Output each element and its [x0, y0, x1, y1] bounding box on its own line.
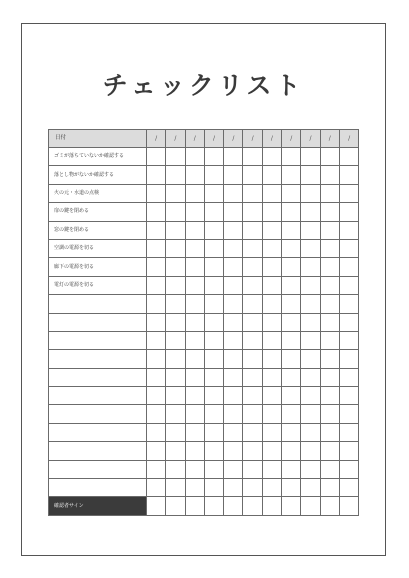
check-cell[interactable]: [301, 239, 320, 257]
check-cell[interactable]: [147, 368, 166, 386]
check-cell[interactable]: [262, 203, 281, 221]
check-cell[interactable]: [262, 239, 281, 257]
check-cell[interactable]: [185, 423, 204, 441]
check-cell[interactable]: [339, 313, 358, 331]
check-cell[interactable]: [204, 331, 223, 349]
check-cell[interactable]: [282, 148, 301, 166]
checklist-item-label: [49, 405, 147, 423]
check-cell[interactable]: [301, 350, 320, 368]
checklist-item-label: [49, 295, 147, 313]
check-cell[interactable]: [147, 148, 166, 166]
check-cell[interactable]: [147, 331, 166, 349]
check-cell[interactable]: [301, 313, 320, 331]
check-cell[interactable]: [166, 184, 185, 202]
check-cell[interactable]: [339, 405, 358, 423]
check-cell[interactable]: [243, 258, 262, 276]
signature-cell[interactable]: [147, 497, 166, 515]
check-cell[interactable]: [147, 166, 166, 184]
check-cell[interactable]: [262, 350, 281, 368]
check-cell[interactable]: [339, 203, 358, 221]
checklist-row: [49, 313, 359, 331]
check-cell[interactable]: [147, 295, 166, 313]
check-cell[interactable]: [262, 166, 281, 184]
signature-cell[interactable]: [262, 497, 281, 515]
check-cell[interactable]: [147, 184, 166, 202]
checklist-row: [49, 184, 359, 202]
check-cell[interactable]: [224, 166, 243, 184]
date-column-header: /: [224, 130, 243, 148]
check-cell[interactable]: [243, 239, 262, 257]
check-cell[interactable]: [166, 276, 185, 294]
check-cell[interactable]: [224, 221, 243, 239]
check-cell[interactable]: [339, 184, 358, 202]
check-cell[interactable]: [147, 387, 166, 405]
check-cell[interactable]: [185, 460, 204, 478]
check-cell[interactable]: [243, 368, 262, 386]
date-column-header: /: [262, 130, 281, 148]
check-cell[interactable]: [282, 184, 301, 202]
check-cell[interactable]: [166, 221, 185, 239]
checklist-item-label: [49, 331, 147, 349]
table-header-row: [49, 130, 359, 148]
date-column-header: /: [204, 130, 223, 148]
check-cell[interactable]: [282, 387, 301, 405]
check-cell[interactable]: [243, 387, 262, 405]
check-cell[interactable]: [204, 148, 223, 166]
check-cell[interactable]: [224, 331, 243, 349]
check-cell[interactable]: [262, 405, 281, 423]
check-cell[interactable]: [224, 442, 243, 460]
check-cell[interactable]: [243, 184, 262, 202]
date-column-header: /: [339, 130, 358, 148]
check-cell[interactable]: [224, 276, 243, 294]
check-cell[interactable]: [262, 258, 281, 276]
check-cell[interactable]: [185, 405, 204, 423]
check-cell[interactable]: [204, 442, 223, 460]
check-cell[interactable]: [301, 405, 320, 423]
date-column-header: /: [243, 130, 262, 148]
check-cell[interactable]: [282, 276, 301, 294]
check-cell[interactable]: [185, 184, 204, 202]
check-cell[interactable]: [320, 479, 339, 497]
check-cell[interactable]: [301, 203, 320, 221]
check-cell[interactable]: [320, 239, 339, 257]
checklist-row: [49, 258, 359, 276]
check-cell[interactable]: [204, 203, 223, 221]
checklist-item-label: ゴミが落ちていないか確認する: [49, 148, 147, 166]
check-cell[interactable]: [262, 313, 281, 331]
check-cell[interactable]: [204, 368, 223, 386]
checklist-row: [49, 368, 359, 386]
check-cell[interactable]: [320, 405, 339, 423]
check-cell[interactable]: [282, 295, 301, 313]
check-cell[interactable]: [166, 258, 185, 276]
check-cell[interactable]: [262, 148, 281, 166]
check-cell[interactable]: [204, 276, 223, 294]
check-cell[interactable]: [166, 166, 185, 184]
check-cell[interactable]: [147, 239, 166, 257]
check-cell[interactable]: [301, 276, 320, 294]
check-cell[interactable]: [147, 221, 166, 239]
check-cell[interactable]: [262, 295, 281, 313]
check-cell[interactable]: [339, 460, 358, 478]
checklist-row: [49, 350, 359, 368]
check-cell[interactable]: [166, 368, 185, 386]
check-cell[interactable]: [204, 423, 223, 441]
checklist-item-label: [49, 442, 147, 460]
signature-cell[interactable]: [166, 497, 185, 515]
check-cell[interactable]: [243, 276, 262, 294]
check-cell[interactable]: [224, 313, 243, 331]
check-cell[interactable]: [224, 148, 243, 166]
check-cell[interactable]: [166, 295, 185, 313]
check-cell[interactable]: [243, 442, 262, 460]
check-cell[interactable]: [282, 460, 301, 478]
check-cell[interactable]: [166, 148, 185, 166]
check-cell[interactable]: [204, 479, 223, 497]
check-cell[interactable]: [320, 184, 339, 202]
checklist-item-label: [49, 350, 147, 368]
checklist-item-label: 空調の電源を切る: [49, 239, 147, 257]
check-cell[interactable]: [224, 203, 243, 221]
check-cell[interactable]: [301, 423, 320, 441]
check-cell[interactable]: [185, 239, 204, 257]
check-cell[interactable]: [282, 221, 301, 239]
check-cell[interactable]: [185, 479, 204, 497]
check-cell[interactable]: [301, 331, 320, 349]
check-cell[interactable]: [282, 442, 301, 460]
check-cell[interactable]: [320, 203, 339, 221]
check-cell[interactable]: [243, 479, 262, 497]
checklist-row: [49, 276, 359, 294]
check-cell[interactable]: [320, 423, 339, 441]
check-cell[interactable]: [243, 460, 262, 478]
check-cell[interactable]: [185, 368, 204, 386]
check-cell[interactable]: [301, 295, 320, 313]
check-cell[interactable]: [204, 460, 223, 478]
checklist-item-label: [49, 460, 147, 478]
checklist-row: [49, 460, 359, 478]
signature-cell[interactable]: [339, 497, 358, 515]
signature-cell[interactable]: [224, 497, 243, 515]
check-cell[interactable]: [243, 405, 262, 423]
check-cell[interactable]: [262, 423, 281, 441]
check-cell[interactable]: [320, 313, 339, 331]
check-cell[interactable]: [320, 276, 339, 294]
check-cell[interactable]: [320, 350, 339, 368]
check-cell[interactable]: [339, 479, 358, 497]
check-cell[interactable]: [301, 368, 320, 386]
sign-row: [49, 497, 359, 515]
check-cell[interactable]: [282, 350, 301, 368]
checklist-table: [48, 129, 359, 516]
check-cell[interactable]: [243, 313, 262, 331]
check-cell[interactable]: [147, 350, 166, 368]
check-cell[interactable]: [166, 203, 185, 221]
check-cell[interactable]: [224, 405, 243, 423]
check-cell[interactable]: [166, 313, 185, 331]
check-cell[interactable]: [301, 221, 320, 239]
check-cell[interactable]: [185, 387, 204, 405]
check-cell[interactable]: [243, 423, 262, 441]
check-cell[interactable]: [339, 350, 358, 368]
check-cell[interactable]: [282, 331, 301, 349]
check-cell[interactable]: [282, 368, 301, 386]
check-cell[interactable]: [339, 331, 358, 349]
check-cell[interactable]: [147, 258, 166, 276]
check-cell[interactable]: [282, 258, 301, 276]
check-cell[interactable]: [320, 166, 339, 184]
check-cell[interactable]: [262, 331, 281, 349]
check-cell[interactable]: [204, 387, 223, 405]
checklist-row: [49, 331, 359, 349]
check-cell[interactable]: [301, 442, 320, 460]
checklist-row: [49, 166, 359, 184]
check-cell[interactable]: [204, 258, 223, 276]
check-cell[interactable]: [166, 423, 185, 441]
check-cell[interactable]: [339, 295, 358, 313]
check-cell[interactable]: [243, 148, 262, 166]
date-column-header: /: [185, 130, 204, 148]
checklist-item-label: 火の元・水道の点検: [49, 184, 147, 202]
check-cell[interactable]: [185, 442, 204, 460]
check-cell[interactable]: [185, 350, 204, 368]
check-cell[interactable]: [204, 405, 223, 423]
checklist-item-label: 電灯の電源を切る: [49, 276, 147, 294]
check-cell[interactable]: [282, 479, 301, 497]
check-cell[interactable]: [224, 387, 243, 405]
checklist-item-label: [49, 313, 147, 331]
checklist-row: [49, 203, 359, 221]
checklist-row: [49, 423, 359, 441]
check-cell[interactable]: [339, 148, 358, 166]
check-cell[interactable]: [301, 148, 320, 166]
check-cell[interactable]: [320, 331, 339, 349]
check-cell[interactable]: [320, 295, 339, 313]
check-cell[interactable]: [282, 423, 301, 441]
check-cell[interactable]: [147, 203, 166, 221]
check-cell[interactable]: [185, 331, 204, 349]
check-cell[interactable]: [166, 479, 185, 497]
check-cell[interactable]: [185, 166, 204, 184]
check-cell[interactable]: [262, 368, 281, 386]
check-cell[interactable]: [147, 313, 166, 331]
checklist-item-label: [49, 387, 147, 405]
check-cell[interactable]: [185, 203, 204, 221]
check-cell[interactable]: [204, 166, 223, 184]
check-cell[interactable]: [243, 295, 262, 313]
check-cell[interactable]: [243, 331, 262, 349]
page-title: チェックリスト: [102, 71, 305, 100]
check-cell[interactable]: [320, 148, 339, 166]
check-cell[interactable]: [339, 166, 358, 184]
checklist-item-label: 扉の鍵を閉める: [49, 203, 147, 221]
date-column-header: /: [166, 130, 185, 148]
date-column-header: /: [147, 130, 166, 148]
checklist-item-label: 廊下の電源を切る: [49, 258, 147, 276]
check-cell[interactable]: [282, 313, 301, 331]
date-column-header: /: [320, 130, 339, 148]
checklist-row: [49, 239, 359, 257]
check-cell[interactable]: [204, 239, 223, 257]
check-cell[interactable]: [282, 239, 301, 257]
check-cell[interactable]: [262, 276, 281, 294]
date-column-header: /: [301, 130, 320, 148]
date-header-label: 日付: [49, 130, 147, 148]
check-cell[interactable]: [301, 387, 320, 405]
check-cell[interactable]: [339, 423, 358, 441]
check-cell[interactable]: [320, 442, 339, 460]
checklist-row: [49, 479, 359, 497]
check-cell[interactable]: [166, 460, 185, 478]
signature-cell[interactable]: [243, 497, 262, 515]
check-cell[interactable]: [185, 258, 204, 276]
check-cell[interactable]: [185, 313, 204, 331]
check-cell[interactable]: [166, 331, 185, 349]
check-cell[interactable]: [243, 221, 262, 239]
check-cell[interactable]: [224, 460, 243, 478]
checklist-row: [49, 387, 359, 405]
check-cell[interactable]: [262, 442, 281, 460]
check-cell[interactable]: [224, 368, 243, 386]
check-cell[interactable]: [262, 460, 281, 478]
check-cell[interactable]: [185, 276, 204, 294]
checklist-row: [49, 405, 359, 423]
check-cell[interactable]: [224, 239, 243, 257]
check-cell[interactable]: [224, 350, 243, 368]
check-cell[interactable]: [204, 184, 223, 202]
check-cell[interactable]: [339, 368, 358, 386]
checklist-row: [49, 295, 359, 313]
check-cell[interactable]: [166, 350, 185, 368]
check-cell[interactable]: [185, 148, 204, 166]
check-cell[interactable]: [166, 405, 185, 423]
check-cell[interactable]: [204, 221, 223, 239]
check-cell[interactable]: [301, 258, 320, 276]
signature-cell[interactable]: [185, 497, 204, 515]
check-cell[interactable]: [339, 387, 358, 405]
checklist-row: [49, 221, 359, 239]
check-cell[interactable]: [147, 405, 166, 423]
check-cell[interactable]: [224, 423, 243, 441]
check-cell[interactable]: [185, 295, 204, 313]
check-cell[interactable]: [320, 258, 339, 276]
checklist-row: [49, 148, 359, 166]
check-cell[interactable]: [166, 239, 185, 257]
check-cell[interactable]: [204, 295, 223, 313]
check-cell[interactable]: [224, 295, 243, 313]
check-cell[interactable]: [147, 276, 166, 294]
check-cell[interactable]: [339, 442, 358, 460]
check-cell[interactable]: [339, 258, 358, 276]
check-cell[interactable]: [320, 221, 339, 239]
check-cell[interactable]: [262, 184, 281, 202]
check-cell[interactable]: [320, 387, 339, 405]
checklist-item-label: [49, 479, 147, 497]
check-cell[interactable]: [301, 479, 320, 497]
signature-cell[interactable]: [320, 497, 339, 515]
check-cell[interactable]: [166, 442, 185, 460]
check-cell[interactable]: [282, 203, 301, 221]
check-cell[interactable]: [262, 479, 281, 497]
check-cell[interactable]: [224, 479, 243, 497]
signature-cell[interactable]: [301, 497, 320, 515]
check-cell[interactable]: [224, 184, 243, 202]
check-cell[interactable]: [339, 276, 358, 294]
check-cell[interactable]: [262, 387, 281, 405]
signature-cell[interactable]: [204, 497, 223, 515]
check-cell[interactable]: [262, 221, 281, 239]
check-cell[interactable]: [243, 166, 262, 184]
check-cell[interactable]: [282, 166, 301, 184]
check-cell[interactable]: [320, 368, 339, 386]
check-cell[interactable]: [339, 221, 358, 239]
check-cell[interactable]: [301, 184, 320, 202]
checklist-row: [49, 442, 359, 460]
check-cell[interactable]: [282, 405, 301, 423]
check-cell[interactable]: [243, 350, 262, 368]
check-cell[interactable]: [320, 460, 339, 478]
check-cell[interactable]: [339, 239, 358, 257]
check-cell[interactable]: [147, 479, 166, 497]
check-cell[interactable]: [147, 423, 166, 441]
check-cell[interactable]: [224, 258, 243, 276]
check-cell[interactable]: [147, 442, 166, 460]
date-column-header: /: [282, 130, 301, 148]
check-cell[interactable]: [166, 387, 185, 405]
check-cell[interactable]: [185, 221, 204, 239]
checklist-item-label: 窓の鍵を閉める: [49, 221, 147, 239]
checklist-item-label: 落とし物がないか確認する: [49, 166, 147, 184]
checklist-item-label: [49, 368, 147, 386]
check-cell[interactable]: [204, 313, 223, 331]
check-cell[interactable]: [301, 460, 320, 478]
checklist-item-label: [49, 423, 147, 441]
check-cell[interactable]: [243, 203, 262, 221]
signer-label: 確認者サイン: [49, 497, 147, 515]
check-cell[interactable]: [147, 460, 166, 478]
check-cell[interactable]: [204, 350, 223, 368]
signature-cell[interactable]: [282, 497, 301, 515]
check-cell[interactable]: [301, 166, 320, 184]
